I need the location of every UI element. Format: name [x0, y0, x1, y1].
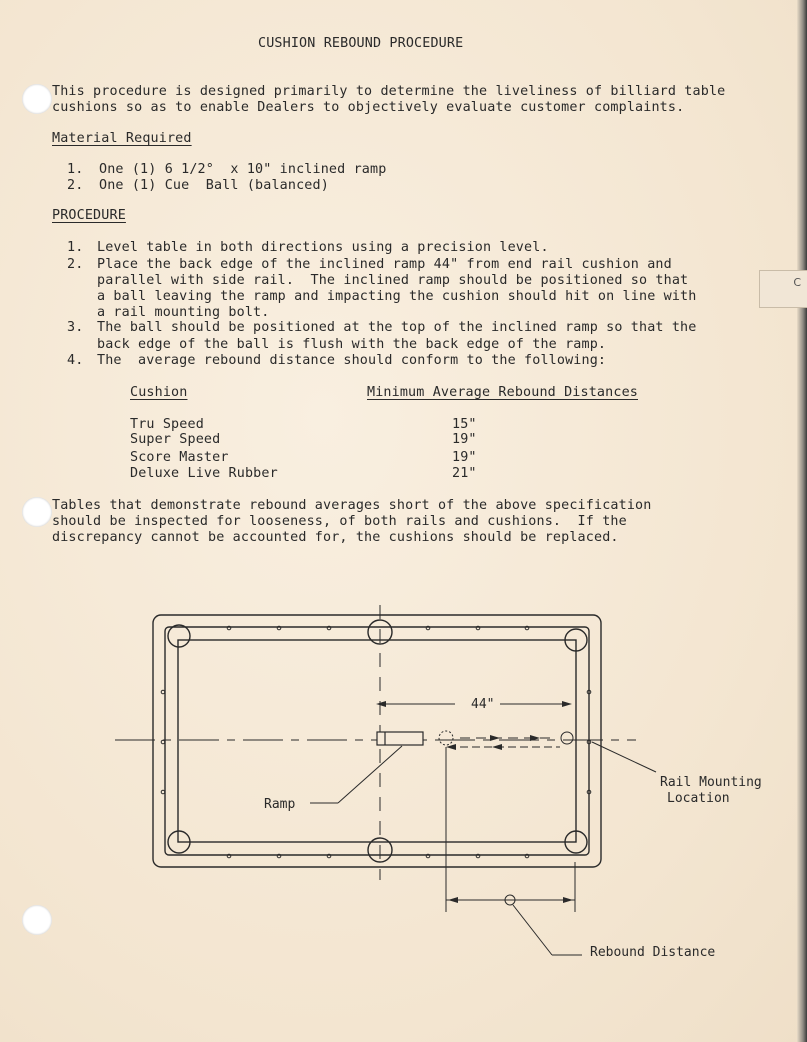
intro-line: cushions so as to enable Dealers to objectively evaluate customer complaints.	[52, 100, 685, 115]
step-number: 4.	[67, 353, 84, 368]
rebound-value: 19"	[452, 450, 477, 465]
material-item: One (1) Cue Ball (balanced)	[99, 178, 329, 193]
step-text: The average rebound distance should conform to the following:	[97, 353, 607, 368]
material-heading: Material Required	[52, 131, 192, 146]
material-number: 1.	[67, 162, 84, 177]
pocket-top-left	[168, 625, 190, 647]
diamond-markers	[161, 626, 591, 858]
rail-mounting-label: Rail Mounting	[660, 775, 762, 790]
rebound-distance-label: Rebound Distance	[590, 945, 716, 960]
step-number: 2.	[67, 257, 84, 272]
step-number: 1.	[67, 240, 84, 255]
step-text: a rail mounting bolt.	[97, 305, 270, 320]
cushion-name: Deluxe Live Rubber	[130, 466, 278, 481]
cue-ball-end	[561, 732, 573, 744]
step-number: 3.	[67, 320, 84, 335]
column-header-distance: Minimum Average Rebound Distances	[367, 385, 638, 400]
material-item: One (1) 6 1/2° x 10" inclined ramp	[99, 162, 387, 177]
ramp	[377, 732, 423, 745]
ramp-leader-diagonal	[338, 746, 402, 803]
step-text: Place the back edge of the inclined ramp 44" from end rail cushion and	[97, 257, 672, 272]
cushion-name: Score Master	[130, 450, 229, 465]
step-text: back edge of the ball is flush with the back edge of the ramp.	[97, 337, 607, 352]
closing-line: Tables that demonstrate rebound averages short of the above specification	[52, 498, 652, 513]
cushion-name: Tru Speed	[130, 417, 204, 432]
cue-ball-start	[439, 731, 453, 745]
step-text: parallel with side rail. The inclined ramp should be positioned so that	[97, 273, 689, 288]
tab-letter: C	[793, 276, 801, 289]
material-number: 2.	[67, 178, 84, 193]
page-title: CUSHION REBOUND PROCEDURE	[258, 36, 464, 51]
rebound-value: 15"	[452, 417, 477, 432]
closing-line: should be inspected for looseness, of both rails and cushions. If the	[52, 514, 627, 529]
procedure-heading: PROCEDURE	[52, 208, 126, 223]
arrowheads	[376, 701, 573, 903]
step-text: Level table in both directions using a precision level.	[97, 240, 549, 255]
closing-line: discrepancy cannot be accounted for, the cushions should be replaced.	[52, 530, 619, 545]
rebound-leader-line	[513, 905, 552, 955]
rail-location-label: Location	[667, 791, 730, 806]
cushion-name: Super Speed	[130, 432, 221, 447]
dimension-44-label: 44"	[471, 697, 495, 712]
rebound-value: 21"	[452, 466, 477, 481]
ramp-label: Ramp	[264, 797, 296, 812]
step-text: a ball leaving the ramp and impacting the cushion should hit on line with	[97, 289, 697, 304]
step-text: The ball should be positioned at the top of the inclined ramp so that the	[97, 320, 697, 335]
column-header-cushion: Cushion	[130, 385, 188, 400]
intro-line: This procedure is designed primarily to determine the liveliness of billiard table	[52, 84, 726, 99]
rebound-value: 19"	[452, 432, 477, 447]
